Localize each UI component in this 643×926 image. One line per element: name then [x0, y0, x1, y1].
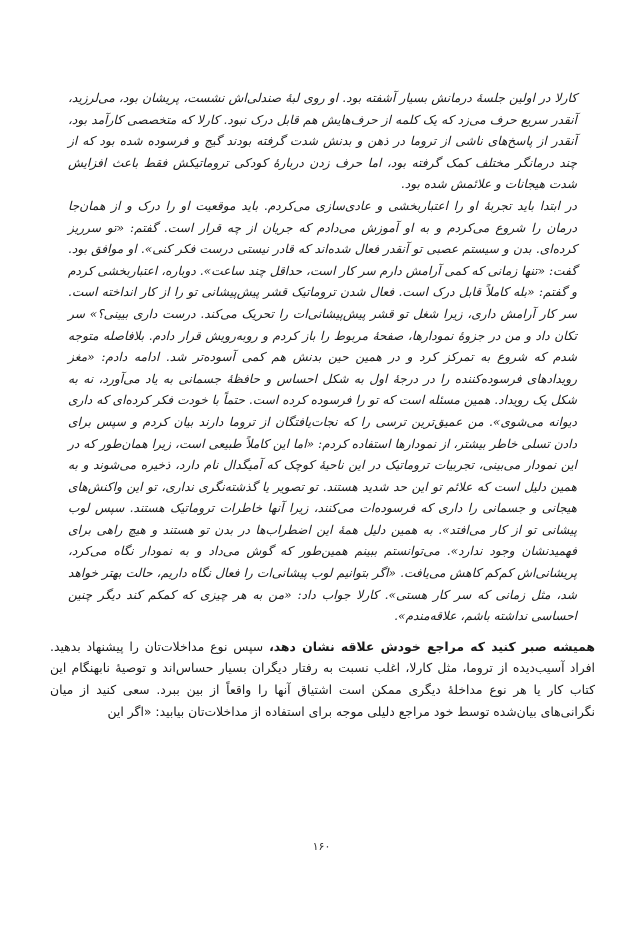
body-paragraph-text: سپس نوع مداخلات‌تان را پیشنهاد بدهید. افراد آسیب‌دیده از تروما، مثل کارلا، اغلب نسبت به رفتار دیگران بسیار حساس‌اند و توصیهٔ نابهنگام این کتاب کار یا هر نوع مداخلهٔ دیگری ممکن است اشتیاق آنها را واقعاً از بین ببرد. سعی کنید از میان نگرانی‌های بیان‌شده توسط خود مراجع دلیلی موجه برای استفاده از مداخلات‌تان بیابید: «اگر این [50, 638, 595, 719]
document-page [50, 88, 595, 722]
case-paragraph-2: در ابتدا باید تجربهٔ او را اعتباربخشی و عادی‌سازی می‌کردم. باید موقعیت او را درک و از همان‌جا درمان را شروع می‌کردم و به او آموزش می‌دادم که جریان از چه قرار است. گفتم: «تو سرریز کرده‌ای. بدن و سیستم عصبی تو آنقدر فعال شده‌اند که قادر نیستی درست فکر کنی». او موافق بود. گفت: «تنها زمانی که کمی آرامش دارم سر کار است، حداقل چند ساعت». دوباره، اعتباربخشی کردم و گفتم: «بله کاملاً قابل درک است. فعال شدن تروماتیک قشر پیش‌پیشانی تو را از کار انداخته است. سر کار آرامش داری، زیرا شغل تو قشر پیش‌پیشانی‌ات را تحریک می‌کند. درست داری بیینی؟» سر تکان داد و من در جزوهٔ نمودارها، صفحهٔ مربوط را باز کردم و روبه‌رویش قرار دادم. بلافاصله متوجه شدم که شروع به تمرکز کرد و در همین حین بدنش هم کمی آسوده‌تر شد. ادامه دادم: «مغز رویدادهای فرسوده‌کننده را در درجهٔ اول به شکل احساس و حافظهٔ جسمانی به یاد می‌آورد، نه به شکل یک رویداد. همین مسئله است که تو را فرسوده کرده است. حتماً با خودت فکر کرده‌ای که داری دیوانه می‌شوی». من عمیق‌ترین ترسی را که نجات‌یافتگان از تروما دارند بیان کردم و سپس برای دادن تسلی خاطر بیشتر، از نمودارها استفاده کردم: «اما این کاملاً طبیعی است، زیرا همان‌طور که در این نمودار می‌بینی، تجربیات تروماتیک در این ناحیهٔ کوچک که آمیگدال نام دارد، ذخیره می‌شوند و به همین دلیل است که علائم تو این حد شدید هستند. تو تصویر یا گذشته‌نگری نداری، تو این واکنش‌های هیجانی و جسمانی را داری که فرسوده‌ات می‌کنند، زیرا آنها خاطرات تروماتیک هستند. سپس لوب پیشانی تو از کار می‌افتد». به همین دلیل همهٔ این اضطراب‌ها در بدن تو هستند و هیچ راهی برای فهمیدنشان وجود ندارد». می‌توانستم ببینم همین‌طور که گوش می‌داد و به نمودار نگاه می‌کرد، پریشانی‌اش کم‌کم کاهش می‌یافت. «اگر بتوانیم لوب پیشانی‌ات را فعال نگاه داریم، حالت بهتر خواهد شد، مثل زمانی که سر کار هستی». کارلا جواب داد: «من به هر چیزی که کمکم کند دیگر چنین احساسی نداشته باشم، علاقه‌مندم». [68, 198, 577, 624]
case-example-block [50, 88, 595, 628]
bold-lead-phrase: همیشه صبر کنید که مراجع خودش علاقه نشان دهد، [269, 638, 595, 654]
page-number: ۱۶۰ [312, 840, 331, 853]
body-text-block [50, 636, 595, 722]
body-paragraph [50, 636, 595, 722]
case-paragraph-1: کارلا در اولین جلسهٔ درمانش بسیار آشفته بود. او روی لبهٔ صندلی‌اش نشست، پریشان بود، می‌لرزید، آنقدر سریع حرف می‌زد که یک کلمه از حرف‌هایش هم قابل درک نبود. کارلا که متخصصی کارآمد بود، آنقدر از پاسخ‌های ناشی از تروما در ذهن و بدنش شدت گرفته بودند گیج و فرسوده شده بود که از چند درمانگر مختلف کمک گرفته بود، اما حرف زدن دربارهٔ کودکی تروماتیکش فقط باعث افزایش شدت هیجانات و علائمش شده بود. [68, 91, 577, 192]
